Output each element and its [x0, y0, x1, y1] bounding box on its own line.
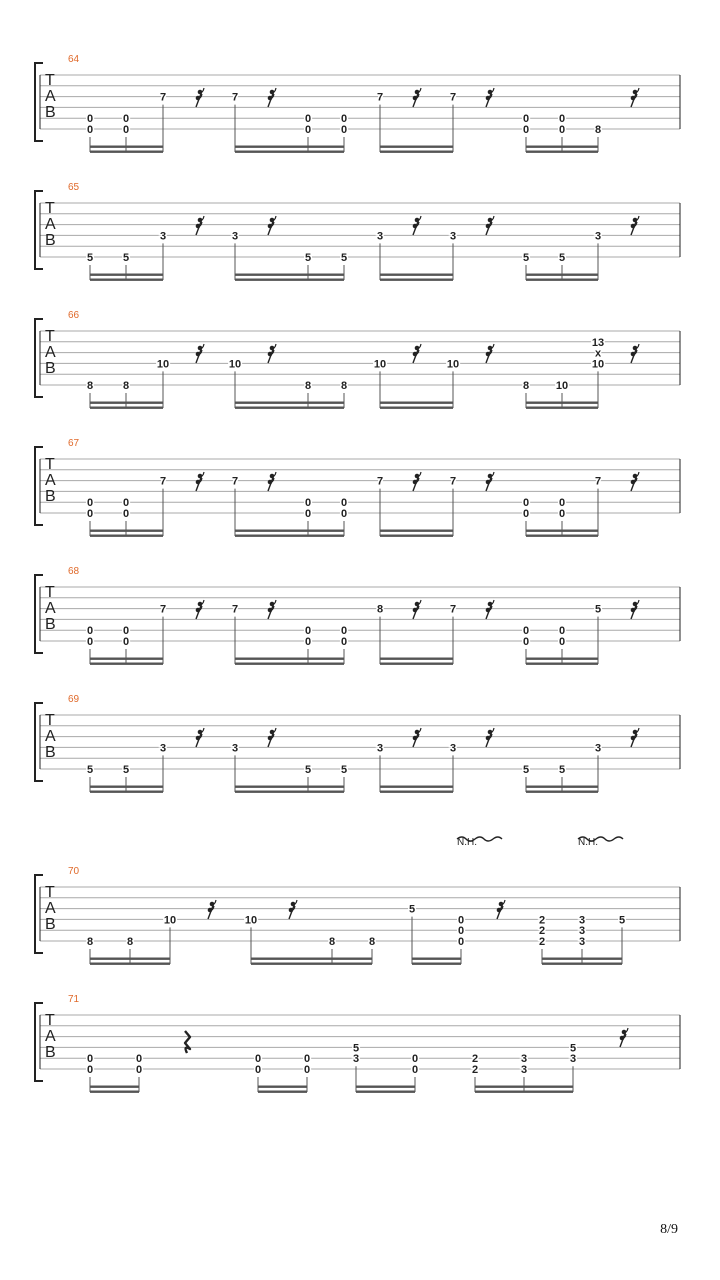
fret-number: 0 — [558, 124, 566, 136]
sixteenth-rest — [196, 344, 204, 363]
fret-number: 0 — [340, 625, 348, 638]
fret-number: 0 — [558, 636, 566, 648]
fret-number: 2 — [471, 1064, 479, 1076]
fret-number: 3 — [449, 742, 457, 755]
tab-clef-letter: A — [45, 472, 56, 489]
fret-number: 3 — [376, 742, 384, 755]
beam — [235, 786, 344, 788]
fret-number: 10 — [591, 358, 605, 371]
fret-number: 0 — [522, 508, 530, 520]
fret-number: 0 — [522, 636, 530, 648]
beam — [356, 1086, 415, 1088]
fret-number: 5 — [122, 764, 130, 776]
tab-system-67 — [35, 438, 680, 537]
beam — [380, 279, 453, 281]
measure-number: 65 — [68, 182, 80, 193]
sixteenth-rest — [486, 472, 494, 491]
tab-system-65 — [35, 182, 680, 281]
fret-number: 0 — [86, 124, 94, 136]
fret-number: 0 — [254, 1053, 262, 1066]
beam — [90, 963, 170, 965]
fret-number: 0 — [522, 113, 530, 126]
beam — [90, 958, 170, 960]
fret-number: 0 — [558, 113, 566, 126]
sixteenth-rest — [196, 600, 204, 619]
tab-clef-letter: B — [45, 744, 56, 761]
fret-number: 7 — [376, 475, 384, 488]
fret-number: 2 — [471, 1053, 479, 1066]
beam — [380, 530, 453, 532]
fret-number: 0 — [411, 1064, 419, 1076]
fret-number: 0 — [340, 113, 348, 126]
beam — [90, 535, 163, 537]
fret-number: 7 — [594, 475, 602, 488]
fret-number: 3 — [231, 742, 239, 755]
fret-number: 0 — [304, 636, 312, 648]
beam — [526, 786, 598, 788]
sixteenth-rest — [486, 88, 494, 107]
tab-clef-letter: T — [45, 72, 55, 89]
fret-number: 0 — [340, 124, 348, 136]
beam — [235, 791, 344, 793]
sixteenth-rest — [631, 88, 639, 107]
tab-system-69 — [35, 694, 680, 793]
beam — [526, 146, 598, 148]
beam — [380, 663, 453, 665]
quarter-rest — [185, 1031, 190, 1053]
fret-number: 10 — [163, 914, 177, 927]
fret-number: 3 — [578, 914, 586, 927]
sixteenth-rest — [486, 600, 494, 619]
fret-number: 0 — [340, 508, 348, 520]
beam — [526, 530, 598, 532]
fret-number: 0 — [86, 636, 94, 648]
sixteenth-rest — [268, 472, 276, 491]
fret-number: 10 — [244, 914, 258, 927]
tab-clef-letter: B — [45, 488, 56, 505]
fret-number: 8 — [126, 936, 134, 948]
sixteenth-rest — [413, 216, 421, 235]
tab-clef-letter: A — [45, 216, 56, 233]
fret-number: 0 — [122, 113, 130, 126]
tab-clef-letter: T — [45, 456, 55, 473]
fret-number: 0 — [304, 124, 312, 136]
natural-harmonic-label: N.H. — [457, 837, 477, 848]
tab-clef-letter: T — [45, 712, 55, 729]
fret-number: 7 — [376, 91, 384, 104]
fret-number: 5 — [340, 252, 348, 264]
measure-number: 67 — [68, 438, 80, 449]
beam — [542, 958, 622, 960]
sixteenth-rest — [413, 344, 421, 363]
sixteenth-rest — [268, 88, 276, 107]
fret-number: 3 — [578, 925, 586, 938]
tab-clef-letter: A — [45, 728, 56, 745]
fret-number: 3 — [594, 742, 602, 755]
fret-number: 7 — [159, 91, 167, 104]
natural-harmonic-marking — [578, 837, 623, 848]
beam — [90, 402, 163, 404]
fret-number: 8 — [86, 380, 94, 392]
beam — [235, 146, 344, 148]
fret-number: 0 — [122, 636, 130, 648]
beam — [90, 146, 163, 148]
fret-number: 8 — [522, 380, 530, 392]
tab-clef-letter: A — [45, 600, 56, 617]
beam — [90, 279, 163, 281]
fret-number: 8 — [122, 380, 130, 392]
fret-number: 7 — [231, 603, 239, 616]
beam — [526, 402, 598, 404]
sixteenth-rest — [268, 728, 276, 747]
tab-clef-letter: A — [45, 88, 56, 105]
fret-number: 3 — [578, 936, 586, 948]
tab-clef-letter: A — [45, 900, 56, 917]
measure-number: 66 — [68, 310, 80, 321]
fret-number: 0 — [411, 1053, 419, 1066]
fret-number: 0 — [340, 636, 348, 648]
fret-number: 5 — [558, 252, 566, 264]
fret-number: 0 — [304, 497, 312, 510]
fret-number: 0 — [135, 1064, 143, 1076]
sixteenth-rest — [631, 728, 639, 747]
beam — [90, 407, 163, 409]
tab-clef-letter: T — [45, 584, 55, 601]
fret-number: 5 — [569, 1042, 577, 1055]
fret-number: 3 — [159, 230, 167, 243]
beam — [526, 535, 598, 537]
beam — [475, 1091, 573, 1093]
fret-number: 5 — [352, 1042, 360, 1055]
sixteenth-rest — [268, 344, 276, 363]
beam — [526, 279, 598, 281]
measure-number: 64 — [68, 54, 80, 65]
beam — [380, 407, 453, 409]
beam — [235, 279, 344, 281]
beam — [258, 1091, 307, 1093]
beam — [90, 658, 163, 660]
fret-number: 0 — [457, 936, 465, 948]
fret-number: 3 — [520, 1053, 528, 1066]
sixteenth-rest — [196, 728, 204, 747]
tab-system-70 — [35, 837, 680, 965]
fret-number: 0 — [558, 497, 566, 510]
fret-number: 8 — [304, 380, 312, 392]
sixteenth-rest — [196, 472, 204, 491]
sixteenth-rest — [486, 216, 494, 235]
beam — [235, 530, 344, 532]
beam — [412, 958, 461, 960]
sixteenth-rest — [631, 472, 639, 491]
fret-number: 0 — [558, 508, 566, 520]
fret-number: 8 — [328, 936, 336, 948]
fret-number: 7 — [449, 475, 457, 488]
beam — [475, 1086, 573, 1088]
natural-harmonic-label: N.H. — [578, 837, 598, 848]
beam — [380, 146, 453, 148]
fret-number: 5 — [86, 764, 94, 776]
tab-clef-letter: T — [45, 200, 55, 217]
fret-number: 0 — [86, 113, 94, 126]
sixteenth-rest — [631, 344, 639, 363]
sixteenth-rest — [413, 728, 421, 747]
measure-number: 69 — [68, 694, 80, 705]
beam — [526, 663, 598, 665]
tab-system-66 — [35, 310, 680, 409]
sixteenth-rest — [268, 216, 276, 235]
fret-number: 0 — [122, 625, 130, 638]
fret-number: 0 — [303, 1053, 311, 1066]
beam — [90, 1091, 139, 1093]
tab-system-64 — [35, 54, 680, 153]
fret-number: 3 — [352, 1053, 360, 1066]
fret-number: 8 — [594, 124, 602, 136]
fret-number: 5 — [522, 764, 530, 776]
tab-clef-letter: A — [45, 1028, 56, 1045]
fret-number: 5 — [122, 252, 130, 264]
tab-clef-letter: B — [45, 1044, 56, 1061]
beam — [526, 274, 598, 276]
page-number: 8/9 — [660, 1222, 678, 1237]
fret-number: 0 — [340, 497, 348, 510]
fret-number: 7 — [449, 91, 457, 104]
tab-clef-letter: B — [45, 232, 56, 249]
fret-number: 7 — [159, 603, 167, 616]
beam — [90, 663, 163, 665]
tab-system-71 — [35, 994, 680, 1093]
fret-number: 0 — [304, 625, 312, 638]
beam — [380, 535, 453, 537]
beam — [356, 1091, 415, 1093]
fret-number: 10 — [156, 358, 170, 371]
fret-number: 10 — [446, 358, 460, 371]
sixteenth-rest — [620, 1028, 628, 1047]
fret-number: 8 — [86, 936, 94, 948]
fret-number: 7 — [231, 91, 239, 104]
beam — [258, 1086, 307, 1088]
tab-clef-letter: B — [45, 916, 56, 933]
beam — [380, 658, 453, 660]
fret-number: 5 — [618, 914, 626, 927]
sixteenth-rest — [631, 216, 639, 235]
fret-number: 3 — [594, 230, 602, 243]
fret-number: 10 — [373, 358, 387, 371]
beam — [90, 151, 163, 153]
fret-number: 0 — [122, 497, 130, 510]
fret-number: 0 — [558, 625, 566, 638]
sixteenth-rest — [486, 728, 494, 747]
tab-clef-letter: B — [45, 104, 56, 121]
fret-number: 0 — [86, 625, 94, 638]
fret-number: 3 — [520, 1064, 528, 1076]
sixteenth-rest — [486, 344, 494, 363]
fret-number: 7 — [231, 475, 239, 488]
beam — [251, 963, 372, 965]
measure-number: 68 — [68, 566, 80, 577]
beam — [526, 658, 598, 660]
tab-system-68 — [35, 566, 680, 665]
fret-number: 10 — [555, 380, 569, 392]
fret-number: 7 — [159, 475, 167, 488]
fret-number: 2 — [538, 925, 546, 938]
beam — [90, 786, 163, 788]
beam — [90, 791, 163, 793]
tab-clef-letter: T — [45, 1012, 55, 1029]
fret-number: 0 — [304, 113, 312, 126]
sixteenth-rest — [631, 600, 639, 619]
beam — [412, 963, 461, 965]
fret-number: 0 — [522, 497, 530, 510]
fret-number: 5 — [304, 252, 312, 264]
beam — [235, 535, 344, 537]
beam — [235, 151, 344, 153]
fret-number: 5 — [522, 252, 530, 264]
fret-number: 5 — [558, 764, 566, 776]
sixteenth-rest — [268, 600, 276, 619]
fret-number: 2 — [538, 914, 546, 927]
sixteenth-rest — [208, 900, 216, 919]
natural-harmonic-marking — [457, 837, 502, 848]
fret-number: 0 — [304, 508, 312, 520]
sixteenth-rest — [289, 900, 297, 919]
sixteenth-rest — [196, 88, 204, 107]
beam — [542, 963, 622, 965]
fret-number: 0 — [522, 625, 530, 638]
fret-number: 7 — [449, 603, 457, 616]
fret-number: 0 — [86, 1064, 94, 1076]
beam — [251, 958, 372, 960]
beam — [526, 407, 598, 409]
fret-number: x — [594, 347, 602, 360]
beam — [235, 274, 344, 276]
fret-number: 0 — [457, 925, 465, 938]
tab-clef-letter: T — [45, 328, 55, 345]
fret-number: 13 — [591, 336, 605, 349]
fret-number: 5 — [408, 903, 416, 916]
beam — [526, 151, 598, 153]
measure-number: 70 — [68, 866, 80, 877]
beam — [235, 663, 344, 665]
sixteenth-rest — [413, 472, 421, 491]
fret-number: 8 — [368, 936, 376, 948]
fret-number: 3 — [376, 230, 384, 243]
beam — [90, 530, 163, 532]
sixteenth-rest — [196, 216, 204, 235]
sixteenth-rest — [413, 88, 421, 107]
fret-number: 0 — [122, 508, 130, 520]
measure-number: 71 — [68, 994, 80, 1005]
beam — [380, 786, 453, 788]
beam — [235, 407, 344, 409]
beam — [380, 151, 453, 153]
fret-number: 0 — [86, 497, 94, 510]
fret-number: 5 — [340, 764, 348, 776]
beam — [90, 274, 163, 276]
fret-number: 0 — [303, 1064, 311, 1076]
fret-number: 3 — [449, 230, 457, 243]
fret-number: 0 — [135, 1053, 143, 1066]
fret-number: 10 — [228, 358, 242, 371]
fret-number: 0 — [86, 508, 94, 520]
fret-number: 0 — [86, 1053, 94, 1066]
fret-number: 3 — [231, 230, 239, 243]
tab-clef-letter: A — [45, 344, 56, 361]
fret-number: 2 — [538, 936, 546, 948]
fret-number: 0 — [522, 124, 530, 136]
fret-number: 8 — [376, 603, 384, 616]
fret-number: 5 — [86, 252, 94, 264]
beam — [90, 1086, 139, 1088]
beam — [235, 658, 344, 660]
beam — [380, 791, 453, 793]
fret-number: 3 — [569, 1053, 577, 1066]
sixteenth-rest — [497, 900, 505, 919]
fret-number: 0 — [122, 124, 130, 136]
beam — [380, 402, 453, 404]
fret-number: 3 — [159, 742, 167, 755]
fret-number: 8 — [340, 380, 348, 392]
fret-number: 0 — [457, 914, 465, 927]
fret-number: 0 — [254, 1064, 262, 1076]
tab-clef-letter: B — [45, 360, 56, 377]
beam — [380, 274, 453, 276]
tab-clef-letter: B — [45, 616, 56, 633]
fret-number: 5 — [594, 603, 602, 616]
beam — [235, 402, 344, 404]
beam — [526, 791, 598, 793]
sixteenth-rest — [413, 600, 421, 619]
fret-number: 5 — [304, 764, 312, 776]
tab-clef-letter: T — [45, 884, 55, 901]
